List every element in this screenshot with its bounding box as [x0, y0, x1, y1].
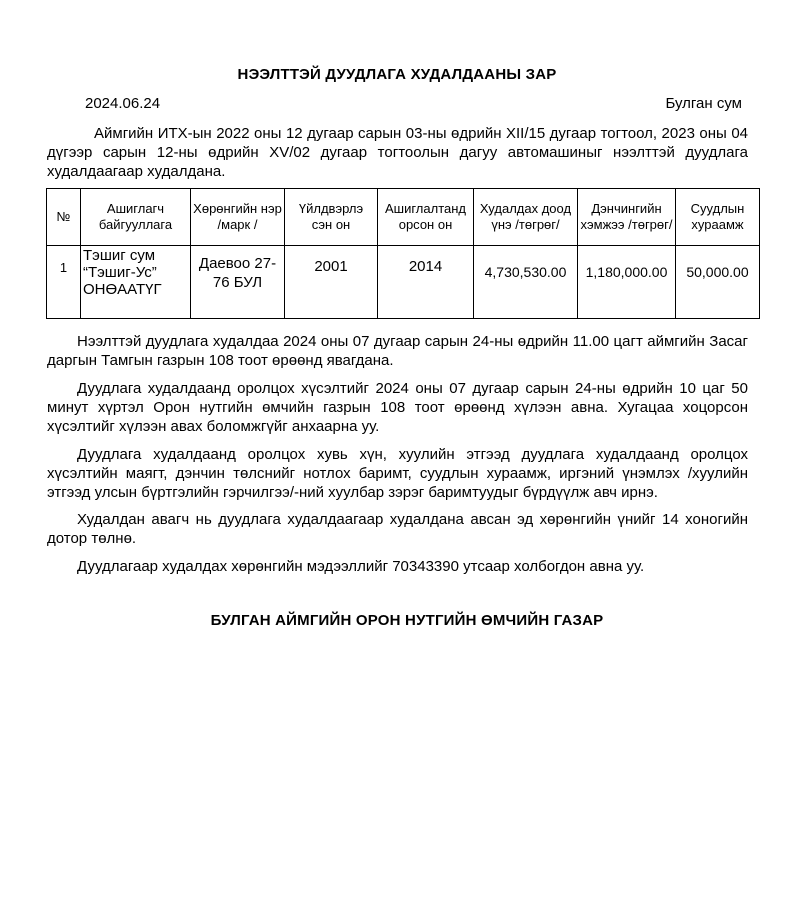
contact-paragraph: Дуудлагаар худалдах хөрөнгийн мэдээллийг 70343390 утсаар холбогдон авна уу.: [77, 558, 645, 575]
cell-use-year: 2014: [378, 246, 474, 319]
cell-organization: Тэшиг сум “Тэшиг-Ус” ОНӨААТҮГ: [81, 246, 191, 319]
table-row: [47, 246, 760, 319]
cell-deposit: 1,180,000.00: [578, 246, 676, 319]
header-cell-number: №: [47, 189, 81, 246]
header-cell-min-price: Худалдах доод үнэ /төгрөг/: [474, 189, 578, 246]
payment-term-paragraph: Худалдан авагч нь дуудлага худалдаагаар худалдана авсан эд хөрөнгийн үнийг 14 хоногийн дотор төлнө.: [47, 511, 748, 547]
table-header-row: [47, 189, 760, 246]
required-documents-paragraph: Дуудлага худалдаанд оролцох хувь хүн, хуулийн этгээд дуудлага худалдаанд оролцох хүсэлтийн маягт, дэнчин төлснийг нотлох баримт, суудлын хураамж, иргэний үнэмлэх /хуулийн этгээд улсын бүртгэлийн гэрчилгээ/-ний хуулбар зэрэг баримтуудыг бүрдүүлж авч ирнэ.: [47, 446, 748, 501]
header-cell-made-year: Үйлдвэрлэ сэн он: [285, 189, 378, 246]
document-title: НЭЭЛТТЭЙ ДУУДЛАГА ХУДАЛДААНЫ ЗАР: [237, 66, 557, 83]
header-cell-deposit: Дэнчингийн хэмжээ /төгрөг/: [578, 189, 676, 246]
document-place: Булган сум: [665, 95, 742, 112]
row-number: 1: [59, 260, 68, 275]
header-cell-asset: Хөрөнгийн нэр /марк /: [191, 189, 285, 246]
auction-table: [46, 188, 760, 319]
header-cell-organization: Ашиглагч байгууллага: [81, 189, 191, 246]
cell-min-price: 4,730,530.00: [474, 246, 578, 319]
header-cell-use-year: Ашиглалтанд орсон он: [378, 189, 474, 246]
document-date: 2024.06.24: [85, 95, 161, 112]
cell-number: [47, 246, 81, 319]
auction-time-paragraph: Нээлттэй дуудлага худалдаа 2024 оны 07 дугаар сарын 24-ны өдрийн 11.00 цагт аймгийн Засаг даргын Тамгын газрын 108 тоот өрөөнд явагдана.: [47, 333, 748, 369]
issuer-signature-line: БУЛГАН АЙМГИЙН ОРОН НУТГИЙН ӨМЧИЙН ГАЗАР: [210, 612, 604, 629]
cell-fee: 50,000.00: [676, 246, 760, 319]
header-cell-fee: Суудлын хураамж: [676, 189, 760, 246]
cell-asset: Даевоо 27-76 БУЛ: [191, 246, 285, 319]
cell-made-year: 2001: [285, 246, 378, 319]
application-deadline-paragraph: Дуудлага худалдаанд оролцох хүсэлтийг 2024 оны 07 дугаар сарын 24-ны өдрийн 10 цаг 50 минут хүртэл Орон нутгийн өмчийн газрын 108 тоот өрөөнд хүлээн авна. Хугацаа хоцорсон хүсэлтийг хүлээн авах боломжгүйг анхаарна уу.: [47, 380, 748, 435]
intro-paragraph: Аймгийн ИТХ-ын 2022 оны 12 дугаар сарын 03-ны өдрийн XII/15 дугаар тогтоол, 2023 оны 04 дүгээр сарын 12-ны өдрийн XV/02 дугаар тогтоолын дагуу автомашиныг нээлттэй дуудлага худалдаагаар худалдана.: [47, 125, 748, 180]
